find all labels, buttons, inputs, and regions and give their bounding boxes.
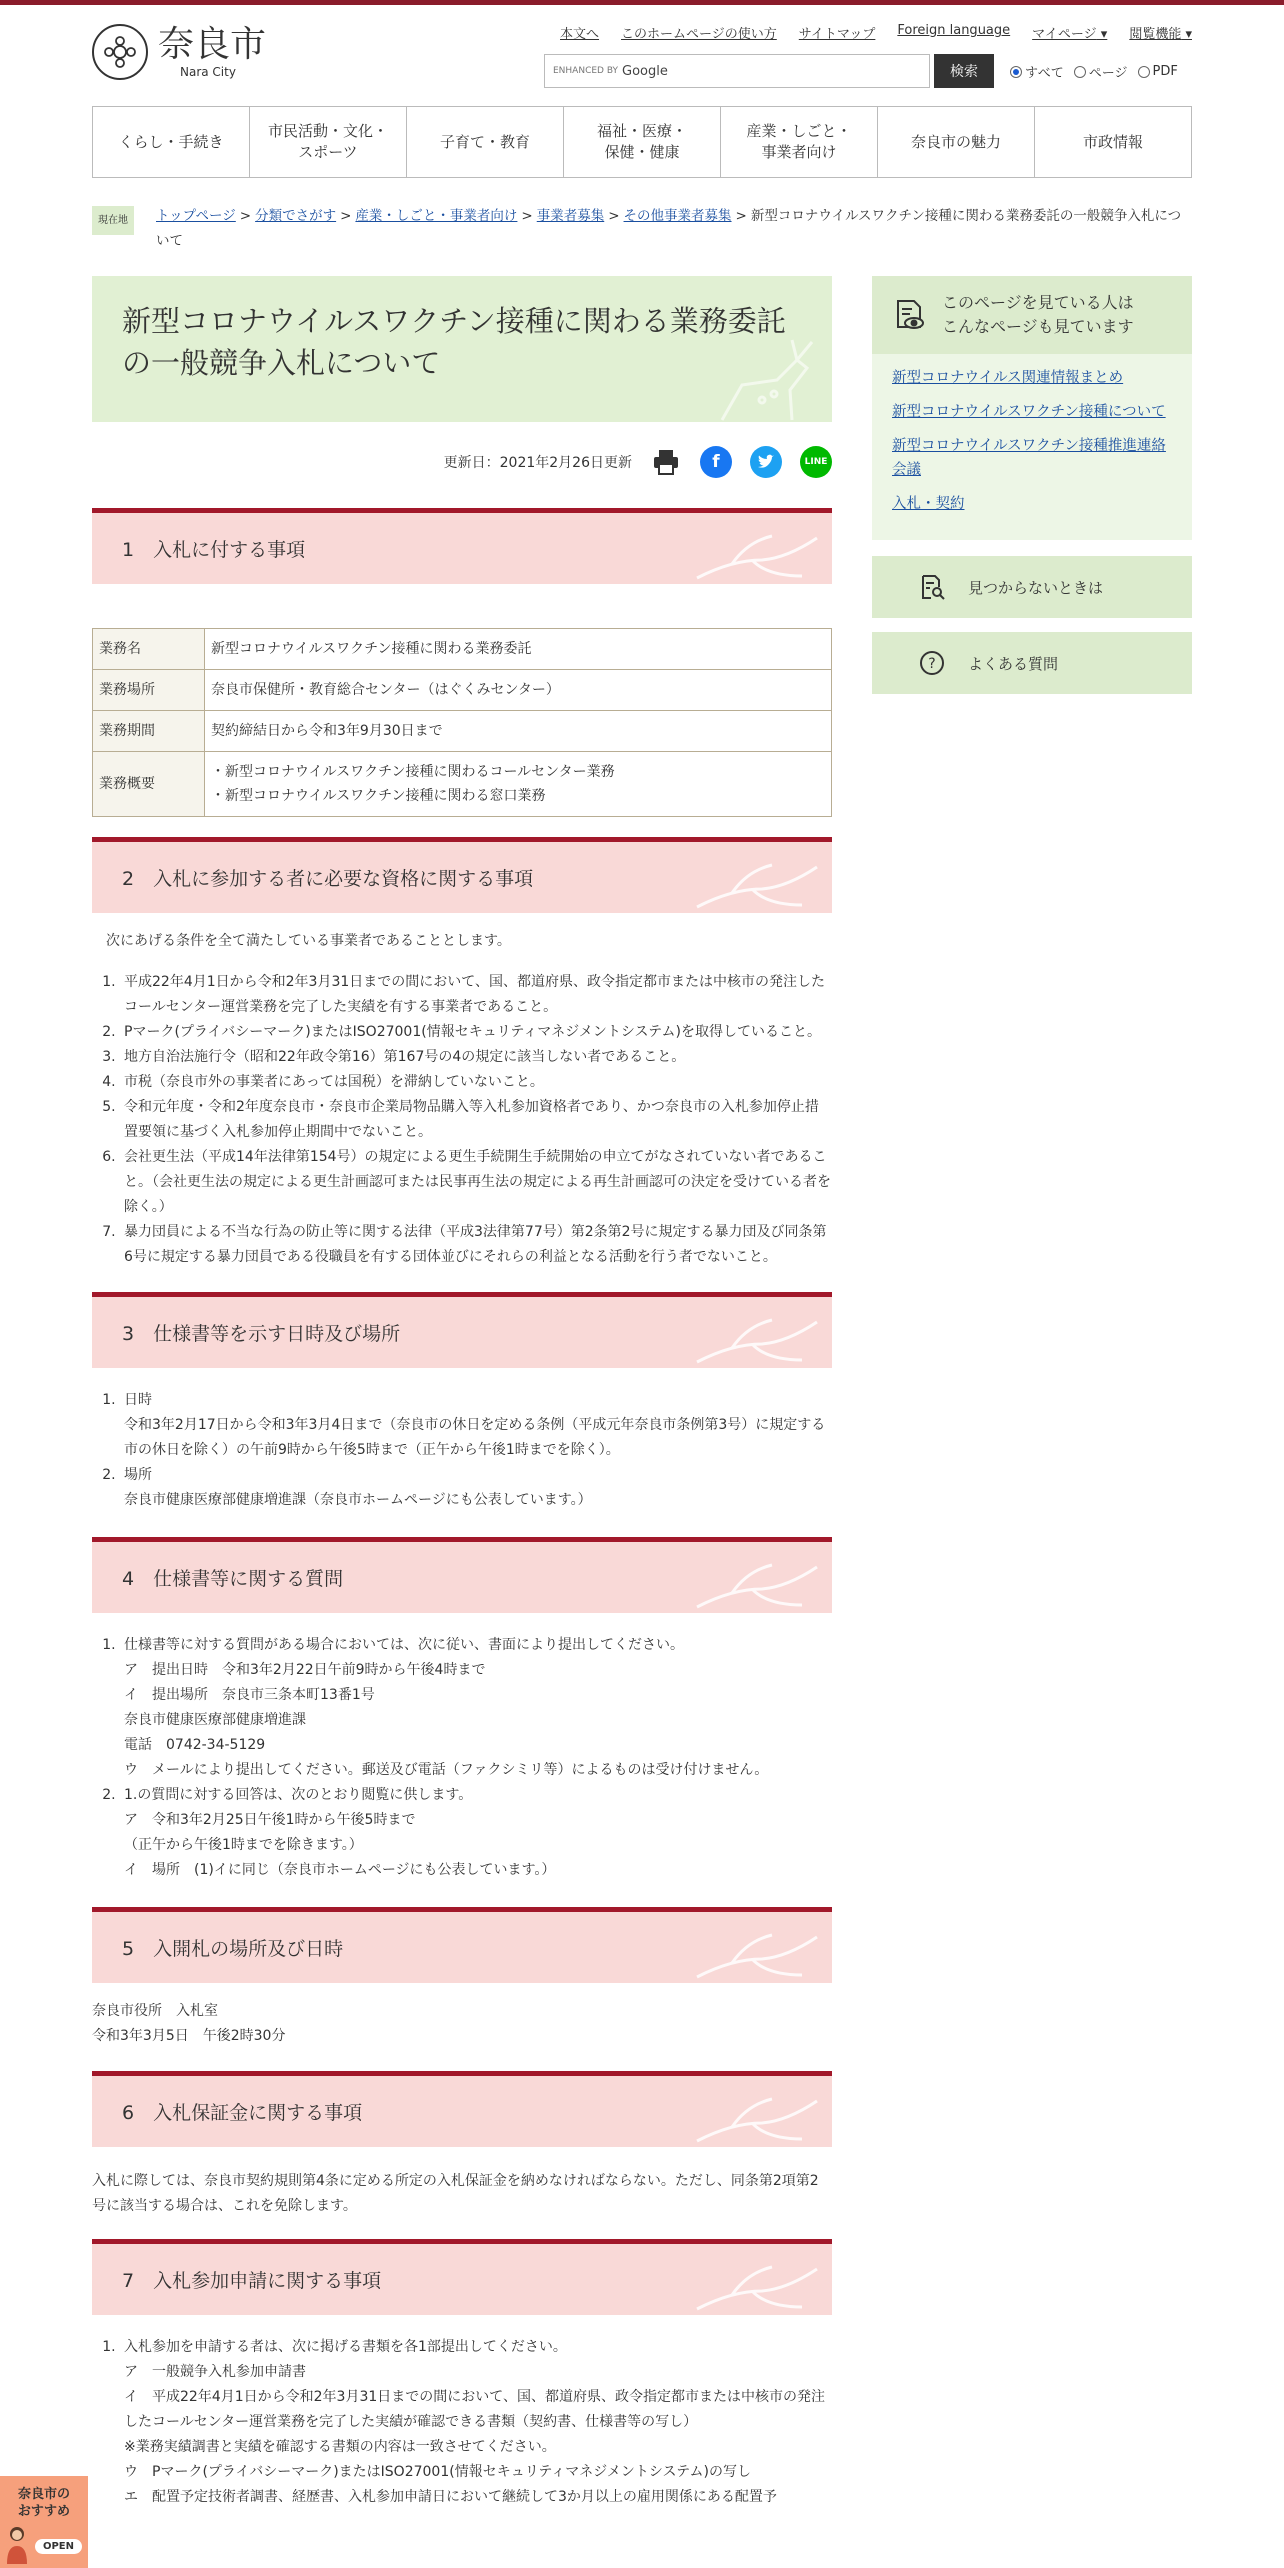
related-link[interactable]: 入札・契約 [892,496,965,512]
bird-decoration-icon [692,1559,822,1611]
overview-line-2: ・新型コロナウイルスワクチン接種に関わる窓口業務 [211,788,546,804]
list-item-head: 1. 入札参加を申請する者は、次に掲げる書類を各1部提出してください。 [124,2339,567,2355]
svg-text:?: ? [928,656,936,672]
badge-text-2: おすすめ [17,2504,71,2519]
not-found-label: 見つからないときは [968,578,1104,597]
section-heading [92,1537,832,1613]
scope-pdf-label: PDF [1152,64,1178,79]
related-pages-box [872,276,1192,540]
list-item [120,1388,832,1463]
breadcrumb-top[interactable]: トップページ [156,208,236,224]
list-item-body: ア 令和3年2月25日午後1時から午後5時まで （正午から午後1時までを除きます。） イ 場所 (1)イに同じ（奈良市ホームページにも公表しています。） [124,1812,556,1878]
nav-city-info[interactable]: 市政情報 [1082,132,1143,151]
scope-all-label: すべて [1025,66,1064,81]
list-item-body: ア 一般競争入札参加申請書 イ 平成22年4月1日から令和2年3月31日までの間において、国、都道府県、政令指定都市または中核市の発注したコールセンター運営業務を完了した実績が確認できる書類（契約書、仕様書等の写し） ※業務実績調書と実績を確認する書類の内容は一致させてください。 ウ Pマーク(プライバシーマーク)またはISO27001(情報セキュリティマネジメントシステム)の写し エ 配置予定技術者調書、経歴書、入札参加申請日において継続して3か月以上の雇用関係にある配置予 [124,2364,825,2505]
bid-deposit-text: 入札に際しては、奈良市契約規則第4条に定める所定の入札保証金を納めなければならない。ただし、同条第2項第2号に該当する場合は、これを免除します。 [92,2173,819,2214]
breadcrumb-separator: > [340,208,352,224]
application-list [120,2335,832,2510]
section-heading [92,1907,832,1983]
sidebar [872,276,1192,694]
list-item [120,2335,832,2510]
section-3-title: 3 仕様書等を示す日時及び場所 [122,1323,401,1345]
bid-opening-time: 令和3年3月5日 午後2時30分 [92,2028,286,2044]
search-brand-label: ENHANCED BY [553,66,619,76]
bird-decoration-icon [692,1314,822,1366]
mypage-dropdown[interactable]: マイページ ▾ [1032,23,1107,42]
bird-decoration-icon [692,530,822,582]
search-input[interactable] [544,54,930,88]
search-scope [1010,62,1178,81]
list-item-head: 1. 日時 [124,1392,152,1408]
accessibility-dropdown[interactable]: 閲覧機能 ▾ [1129,23,1192,42]
related-pages-heading [872,276,1192,354]
breadcrumb-separator: > [735,208,747,224]
faq-label: よくある質問 [968,654,1059,673]
bird-decoration-icon [692,1929,822,1981]
qualification-list [120,970,832,1270]
radio-checked-icon [1010,66,1022,78]
list-item: 3. 地方自治法施行令（昭和22年政令第16）第167号の4の規定に該当しない者であること。 [120,1045,832,1070]
table-label: 業務期間 [93,711,205,752]
foreign-language-link[interactable]: Foreign language [897,23,1011,38]
question-list [120,1633,832,1883]
table-value: 契約締結日から令和3年9月30日まで [205,711,832,752]
list-item-head: 2. 場所 [124,1467,152,1483]
table-value-multi [205,752,832,817]
nav-industry-business[interactable]: 産業・しごと・ 事業者向け [721,107,878,177]
global-nav [92,106,1192,178]
document-search-icon [918,573,946,601]
updated-date: 更新日：2021年2月26日更新 [443,455,632,471]
radio-icon [1138,66,1150,78]
breadcrumb-industry[interactable]: 産業・しごと・事業者向け [355,208,518,224]
nav-welfare-health[interactable]: 福祉・医療・ 保健・健康 [564,107,721,177]
main-content [92,276,832,2510]
line-share-icon[interactable]: LINE [800,446,832,478]
section-4-title: 4 仕様書等に関する質問 [122,1568,344,1590]
table-label: 業務場所 [93,670,205,711]
bird-decoration-icon [692,859,822,911]
breadcrumb-current: 新型コロナウイルスワクチン接種に関わる業務委託の一般競争入札について [156,208,1182,249]
bird-decoration-icon [692,2093,822,2145]
list-item-body: ア 提出日時 令和3年2月22日午前9時から午後4時まで イ 提出場所 奈良市三条本町13番1号 奈良市健康医療部健康増進課 電話 0742-34-5129 ウ メールにより提出してください。郵送及び電話（ファクシミリ等）によるものは受け付けません。 [124,1662,769,1778]
table-value: 奈良市保健所・教育総合センター（はぐくみセンター） [205,670,832,711]
recommendation-badge[interactable] [0,2476,88,2568]
list-item: 7. 暴力団員による不当な行為の防止等に関する法律（平成3法律第77号）第2条第2号に規定する暴力団及び同条第6号に規定する暴力団員である役職員を有する団体並びにそれらの利益となる活動を行う者でないこと。 [120,1220,832,1270]
scope-all-radio[interactable] [1010,62,1064,81]
related-link[interactable]: 新型コロナウイルスワクチン接種推進連絡会議 [892,438,1166,478]
nav-childcare-education[interactable]: 子育て・教育 [407,107,564,177]
breadcrumb-category[interactable]: 分類でさがす [255,208,337,224]
table-label: 業務概要 [93,752,205,817]
breadcrumb-recruitment[interactable]: 事業者募集 [536,208,605,224]
nav-attractions[interactable]: 奈良市の魅力 [878,107,1035,177]
section-1-title: 1 入札に付する事項 [122,539,306,561]
list-item: 5. 令和元年度・令和2年度奈良市・奈良市企業局物品購入等入札参加資格者であり、かつ奈良市の入札参加停止措置要領に基づく入札参加停止期間中でないこと。 [120,1095,832,1145]
badge-open-button[interactable]: OPEN [35,2539,82,2554]
site-logo[interactable] [92,24,266,80]
list-item-head: 1. 仕様書等に対する質問がある場合においては、次に従い、書面により提出してください。 [124,1637,684,1653]
how-to-use-link[interactable]: このホームページの使い方 [621,27,777,42]
list-item-body: 令和3年2月17日から令和3年3月4日まで（奈良市の休日を定める条例（平成元年奈良市条例第3号）に規定する市の休日を除く）の午前9時から午後5時まで（正午から午後1時までを除く）。 [124,1417,826,1458]
print-icon[interactable] [650,446,682,478]
nav-living[interactable]: くらし・手続き [93,107,250,177]
list-item [120,1463,832,1513]
facebook-share-icon[interactable]: f [700,446,732,478]
section-heading [92,837,832,913]
table-row [93,629,832,670]
site-search [544,54,994,88]
section-heading [92,2239,832,2315]
utility-links [560,23,1192,42]
breadcrumb-badge: 現在地 [92,206,134,235]
logo-subtitle: Nara City [180,65,236,79]
twitter-share-icon[interactable] [750,446,782,478]
list-item [120,1633,832,1783]
person-illustration-icon [4,2524,30,2564]
business-info-table [92,628,832,817]
breadcrumb-separator: > [239,208,252,224]
list-item-body: 奈良市健康医療部健康増進課（奈良市ホームページにも公表しています。） [124,1492,592,1508]
related-pages-title: このページを見ている人は こんなページも見ています [942,293,1134,336]
list-item: 1. 平成22年4月1日から令和2年3月31日までの間において、国、都道府県、政令指定都市または中核市の発注したコールセンター運営業務を完了した実績を有する事業者であること。 [120,970,832,1020]
related-links [872,354,1192,540]
section-heading [92,508,832,584]
list-item [120,1783,832,1883]
table-row [93,752,832,817]
bird-decoration-icon [692,2261,822,2313]
city-seal-icon [92,24,148,80]
breadcrumb-other-recruitment[interactable]: その他事業者募集 [623,208,732,224]
related-link[interactable]: 新型コロナウイルス関連情報まとめ [892,370,1124,386]
radio-icon [1074,66,1086,78]
faq-button[interactable] [872,632,1192,694]
section-7-title: 7 入札参加申請に関する事項 [122,2270,382,2292]
page-title-box [92,276,832,422]
specification-list [120,1388,832,1513]
logo-title: 奈良市 [158,24,267,65]
top-accent-bar [0,0,1284,5]
scope-pdf-radio[interactable] [1138,62,1178,81]
table-row [93,670,832,711]
overview-line-1: ・新型コロナウイルスワクチン接種に関わるコールセンター業務 [211,764,615,780]
section-6-title: 6 入札保証金に関する事項 [122,2102,363,2124]
related-link[interactable]: 新型コロナウイルスワクチン接種について [892,404,1166,420]
table-value: 新型コロナウイルスワクチン接種に関わる業務委託 [205,629,832,670]
list-item: 2. Pマーク(プライバシーマーク)またはISO27001(情報セキュリティマネジメントシステム)を取得していること。 [120,1020,832,1045]
search-brand-google: Google [622,63,668,79]
section-2-title: 2 入札に参加する者に必要な資格に関する事項 [122,868,534,890]
badge-text-1: 奈良市の [17,2487,70,2502]
page-title: 新型コロナウイルスワクチン接種に関わる業務委託の一般競争入札について [122,304,786,380]
list-item: 6. 会社更生法（平成14年法律第154号）の規定による更生手続開生手続開始の申立てがなされていない者であること。（会社更生法の規定による更生計画認可または民事再生法の規定による再生計画認可の決定を受けている者を除く。） [120,1145,832,1220]
page-view-icon [892,297,928,333]
update-share-row [92,442,832,482]
list-item-head: 2. 1.の質問に対する回答は、次のとおり閲覧に供します。 [124,1787,473,1803]
question-icon [918,649,946,677]
breadcrumb [92,204,1192,254]
qualification-intro: 次にあげる条件を全て満たしている事業者であることとします。 [106,933,511,949]
list-item: 4. 市税（奈良市外の事業者にあっては国税）を滞納していないこと。 [120,1070,832,1095]
section-5-title: 5 入開札の場所及び日時 [122,1938,344,1960]
section-heading [92,1292,832,1368]
sitemap-link[interactable]: サイトマップ [798,27,876,42]
breadcrumb-separator: > [608,208,620,224]
nav-culture-sports[interactable]: 市民活動・文化・ スポーツ [250,107,407,177]
breadcrumb-separator: > [521,208,533,224]
table-label: 業務名 [93,629,205,670]
section-heading [92,2071,832,2147]
skip-to-content-link[interactable]: 本文へ [560,27,600,42]
search-button[interactable]: 検索 [934,54,994,88]
scope-page-label: ページ [1088,66,1128,81]
not-found-button[interactable] [872,556,1192,618]
bid-opening-place: 奈良市役所 入札室 [92,2003,218,2019]
table-row [93,711,832,752]
scope-page-radio[interactable] [1074,62,1128,81]
